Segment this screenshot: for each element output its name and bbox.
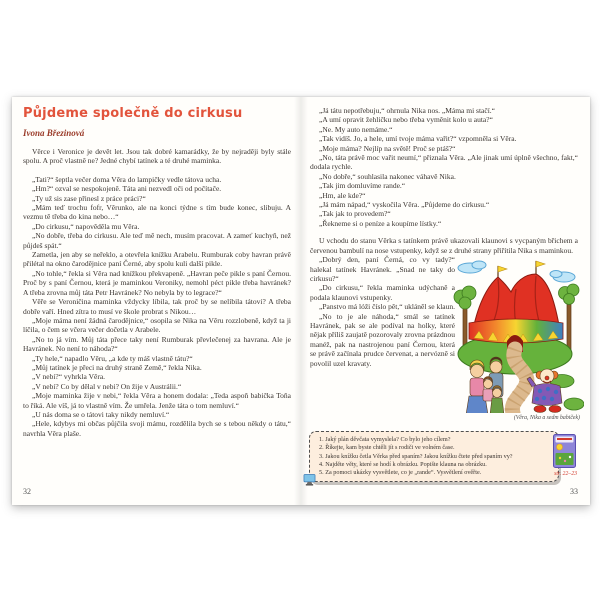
- book-spread: [12, 97, 590, 505]
- story-paragraph: Věře se Veroničina maminka vždycky líbila, tak proč by se nelíbila tátovi? A třeba dobře vaří. Hned zítra to musí ve škole probrat s Nikou…: [23, 297, 291, 316]
- story-paragraph: „Hm?“ ozval se nespokojeně. Táta ani nezvedl oči od počítače.: [32, 184, 222, 194]
- question-item: 3. Jakou knížku četla Věrka před spaním? Jakou knížku čtete před spaním vy?: [319, 452, 513, 460]
- intro-paragraph-wrap: [23, 147, 291, 166]
- story-paragraph: „Panstvo má lóži číslo pět,“ ukláněl se klaun.: [319, 302, 456, 312]
- story-paragraph: „V nebi?“ vyhrkla Věra.: [32, 372, 106, 382]
- story-paragraph: „No tohle,“ řekla si Věra nad knížkou překvapeně. „Havran peče pikle s paní Černou. Proč by s paní Černou, která je maminkou Veroniky, nemohl péct pikle třeba havránek? A třeba zrovna můj táta Petr Havránek? No nebyla by to legrace?“: [23, 268, 291, 297]
- story-paragraph: „Tak vidíš. Jo, a hele, umí tvoje máma vařit?“ vzpomněla si Věra.: [319, 134, 517, 144]
- question-item: 2. Říkejte, kam byste chtěli jít s rodiči ve volném čase.: [319, 444, 455, 452]
- intro-paragraph: Věrce i Veronice je devět let. Jsou tak dobré kamarádky, že by nejraději byly stále spolu. A proč vlastně ne? Jedné chybí tatínek a té druhé maminka.: [23, 147, 291, 166]
- circus-illustration: [448, 257, 584, 413]
- question-item: 4. Najděte věty, které se hodí k obrázku. Popište klauna na obrázku.: [319, 460, 487, 468]
- story-paragraph: „No to já vím. Můj táta přece taky není Rumburak převlečenej za havrana. Ale je Havránek. No není to náhoda?“: [23, 334, 291, 354]
- story-title: Půjdeme společně do cirkusu: [23, 106, 243, 121]
- question-item: 5. Za pomoci ukázky vysvětlete, co je „rande“. Vysvětlení ověřte.: [319, 469, 482, 477]
- questions-box: [309, 431, 559, 482]
- story-paragraph: „No dobře, třeba do cirkusu. Ale teď mě nech, musím pracovat. A zameť kuchyň, než půjdeš spát.“: [23, 231, 291, 250]
- page-number-left: 32: [23, 487, 31, 496]
- author-name: Ivona Březinová: [23, 128, 85, 138]
- story-paragraph: Zametla, jen aby se neřeklo, a otevřela knížku Arabelu. Rumburak coby havran právě přilétal na okno čarodějnice paní Černé, aby spolu kuli další pikle.: [23, 250, 291, 269]
- story-paragraph: „Řekneme si o peníze a koupíme lístky.“: [319, 218, 442, 228]
- story-paragraph: „Tak jak to provedem?“: [319, 209, 391, 219]
- story-paragraph: „Do cirkusu,“ řekla maminka udýchaně a podala klaunovi vstupenky.: [310, 283, 455, 302]
- story-paragraph: „Moje máma není žádná čarodějnice,“ osopila se Nika na Věru rozzlobeně, když ta ji líčila, o čem se včera večer dočetla v Arabele.: [23, 315, 291, 335]
- scene-paragraph: U vchodu do stanu Věrka s tatínkem právě ukazovali klaunovi s vycpaným břichem a červenou bambulí na nose vstupenky, když se z druhé strany přiřítila Nika s maminkou.: [310, 236, 578, 255]
- story-paragraph: „Moje maminka žije v nebi,“ řekla Věra a honem dodala: „Teda aspoň babička Toňa to říká. Ale víš, já to vlastně vím. Že umřela. Jenže táta o tom nemluví.“: [23, 391, 291, 410]
- story-paragraph: „Tati?“ šeptla večer doma Věra do lampičky vedle tátova ucha.: [32, 174, 222, 184]
- story-paragraph: „V nebi? Co by dělal v nebi? On žije v Austrálii.“: [32, 381, 182, 391]
- story-paragraph: „No to je ale náhoda,“ smál se tatínek Havránek, pak se ale podíval na holky, které nějak příliš zaujatě pozorovaly zrovna prázdnou manéž, pak na nastrojenou paní Černou, která se právě začínala prudce červenat, a nervózně si povolil uzel kravaty.: [310, 311, 455, 368]
- left-page-content: [23, 106, 291, 438]
- right-page-text: [310, 106, 578, 228]
- story-paragraph: „Hele, kdybys mi občas půjčila svoji mámu, rozdělila bych se s tebou někdy o tátu,“ navrhla Věra plaše.: [23, 419, 291, 438]
- story-paragraph: „No, táta právě moc vařit neumí,“ přiznala Věra. „Ale jinak umí úplně všechno, fakt,“ dodala rychle.: [310, 153, 578, 172]
- story-paragraph: „U nás doma se o tátovi taky nikdy nemluví.“: [32, 409, 170, 419]
- right-page: [301, 97, 590, 505]
- story-paragraph: „Já tátu nepotřebuju,“ ohrnula Nika nos. „Máma mi stačí.“: [319, 106, 495, 115]
- story-paragraph: „No dobře,“ souhlasila nakonec váhavě Nika.: [319, 171, 456, 181]
- story-paragraph: „Tak jim domluvíme rande.“: [319, 181, 406, 191]
- story-paragraph: „Ty hele,“ napadlo Věru, „a kde ty máš vlastně tátu?“: [32, 353, 193, 363]
- question-item: 1. Jaký plán děvčata vymyslela? Co bylo jeho cílem?: [319, 436, 451, 443]
- story-paragraph: „Ty už sis zase přinesl z práce práci?“: [32, 193, 146, 203]
- left-page: [12, 97, 301, 505]
- questions-list: [319, 436, 553, 477]
- scene-paragraph-wrap: [310, 236, 578, 255]
- story-paragraph: „Do cirkusu,“ napověděla mu Věra.: [32, 221, 140, 231]
- story-paragraph: „Moje máma? Nejlíp na světě! Proč se ptáš?“: [319, 143, 456, 153]
- computer-icon: [303, 473, 316, 485]
- story-paragraph: „Mám teď trochu fofr, Věrunko, ale na konci týdne s tím bude konec, slibuju. A vezmu tě třeba do kina nebo…“: [23, 203, 291, 222]
- page-number-right: 33: [570, 487, 578, 496]
- story-paragraph: „A umí opravit žehličku nebo třeba vyměnit kolo u auta?“: [319, 115, 493, 125]
- story-paragraph: „Můj tatínek je přeci na druhý straně Země,“ řekla Nika.: [32, 362, 202, 372]
- story-paragraph: „Hm, ale kde?“: [319, 190, 366, 200]
- story-paragraph: „Ne. My auto nemáme.“: [319, 124, 393, 134]
- left-page-text: [23, 175, 291, 438]
- illustration-caption: (Věra, Nika a sedm babiček): [513, 415, 580, 421]
- page-reference: str. 22–23: [554, 471, 577, 477]
- story-paragraph: „Já mám nápad,“ vyskočila Věra. „Půjdeme do cirkusu.“: [319, 200, 490, 210]
- narrow-text-column: [310, 255, 455, 368]
- story-paragraph: „Dobrý den, paní Černá, co vy tady?“ halekal tatínek Havránek. „Snad ne taky do cirkusu?“: [310, 255, 455, 283]
- book-cover-thumbnail: [553, 434, 576, 468]
